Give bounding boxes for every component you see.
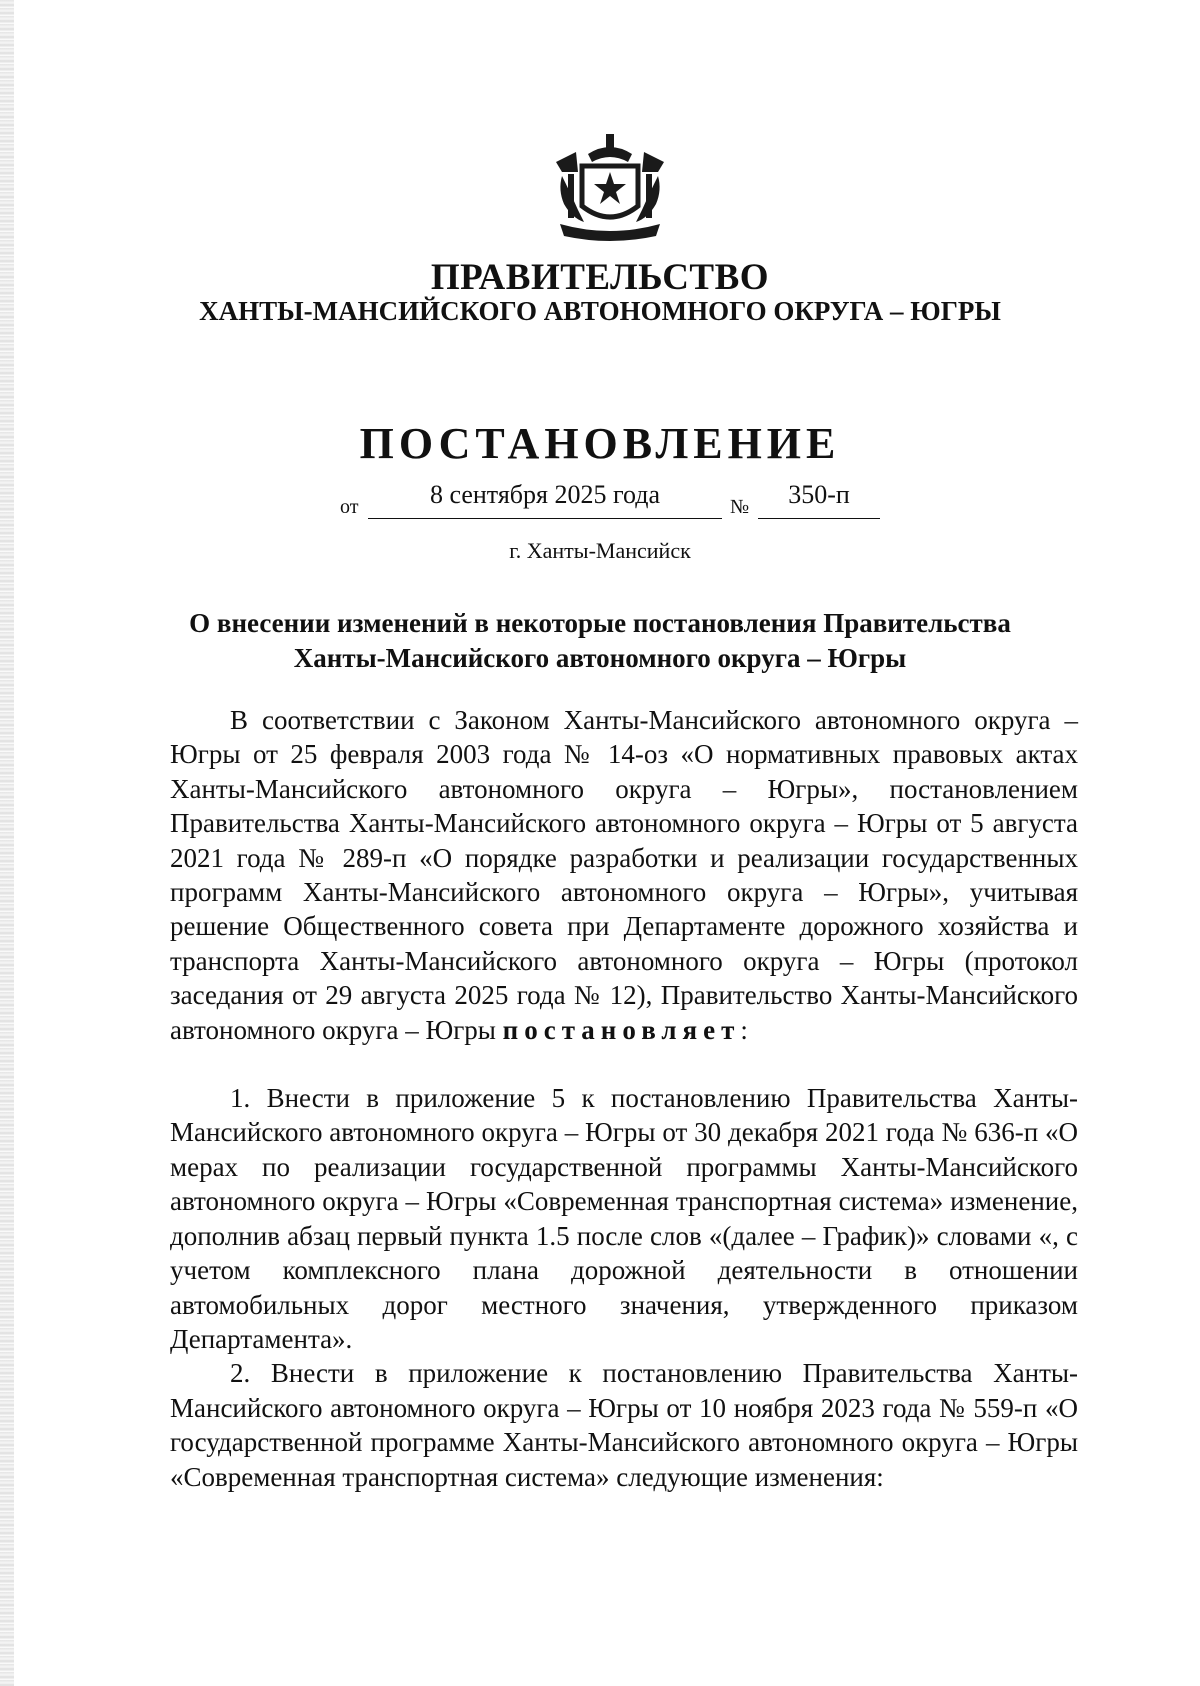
decree-word: постановляет xyxy=(502,1014,741,1045)
document-subject: О внесении изменений в некоторые постановления Правительства Ханты-Мансийского автономного округа – Югры xyxy=(189,608,1011,673)
document-type: ПОСТАНОВЛЕНИЕ xyxy=(359,419,841,468)
scan-edge xyxy=(0,0,14,1686)
item-paragraph: 2. Внести в приложение к постановлению Правительства Ханты-Мансийского автономного округа – Югры от 10 ноября 2023 года № 559-п «О государственной программе Ханты-Мансийского автономного округа – Югры «Современная транспортная система» следующие изменения: xyxy=(170,1358,1078,1492)
date-prefix: от xyxy=(340,496,359,518)
number-sign: № xyxy=(730,496,750,518)
document-meta xyxy=(340,478,880,524)
region-title: ХАНТЫ-МАНСИЙСКОГО АВТОНОМНОГО ОКРУГА – ЮГРЫ xyxy=(199,296,1001,326)
preamble-paragraph xyxy=(170,703,1078,1047)
coat-of-arms-icon xyxy=(548,132,672,246)
city: г. Ханты-Мансийск xyxy=(509,538,691,563)
government-title: ПРАВИТЕЛЬСТВО xyxy=(430,257,770,298)
document-date: 8 сентября 2025 года xyxy=(368,478,722,519)
item-paragraph: 1. Внести в приложение 5 к постановлению Правительства Ханты-Мансийского автономного округа – Югры от 30 декабря 2021 года № 636-п «О мерах по реализации государственной программы Ханты-Мансийского автономного округа – Югры «Современная транспортная система» изменение, дополнив абзац первый пункта 1.5 после слов «(далее – График)» словами «, с учетом комплексного плана дорожной деятельности в отношении автомобильных дорог местного значения, утвержденного приказом Департамента». xyxy=(170,1083,1078,1354)
preamble-text: В соответствии с Законом Ханты-Мансийского автономного округа – Югры от 25 февраля 2003 года № 14-оз «О нормативных правовых актах Ханты-Мансийского автономного округа – Югры», постановлением Правительства Ханты-Мансийского автономного округа – Югры от 5 августа 2021 года № 289-п «О порядке разработки и реализации государственных программ Ханты-Мансийского автономного округа – Югры», учитывая решение Общественного совета при Департаменте дорожного хозяйства и транспорта Ханты-Мансийского автономного округа – Югры (протокол заседания от 29 августа 2025 года № 12), Правительство Ханты-Мансийского автономного округа – Югры xyxy=(170,705,1078,1045)
document-number: 350-п xyxy=(758,478,880,519)
decree-colon: : xyxy=(740,1014,748,1045)
document-body xyxy=(170,703,1078,1494)
